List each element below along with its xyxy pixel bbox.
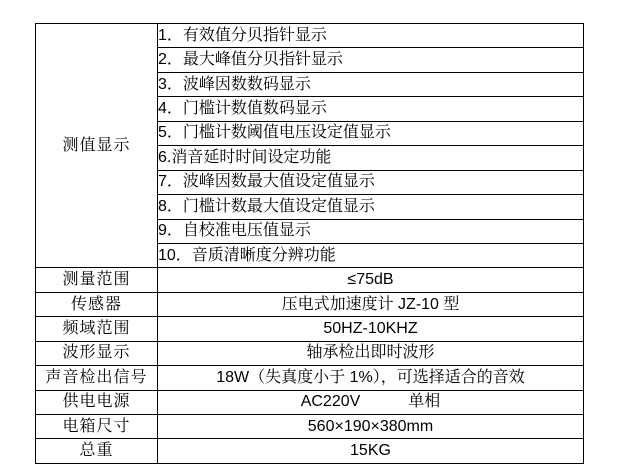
measurement-item: 4．门槛计数值数码显示: [158, 97, 584, 121]
table-row: [36, 268, 584, 292]
measurement-item: 5．门槛计数阈值电压设定值显示: [158, 121, 584, 145]
spec-row-label: 波形显示: [36, 341, 158, 365]
spec-row-value: 50HZ-10KHZ: [158, 317, 584, 341]
measurement-item: 8．门槛计数最大值设定值显示: [158, 195, 584, 219]
spec-row-label: 频域范围: [36, 317, 158, 341]
spec-row-value: 560×190×380mm: [158, 415, 584, 439]
spec-row-label: 声音检出信号: [36, 366, 158, 390]
table-row: [36, 292, 584, 316]
measured-value-display-label: 测值显示: [36, 24, 158, 268]
spec-row-label: 总重: [36, 439, 158, 464]
table-row: [36, 390, 584, 414]
spec-row-value: ≤75dB: [158, 268, 584, 292]
measurement-item: 3．波峰因数数码显示: [158, 72, 584, 96]
table-row: [36, 439, 584, 464]
spec-row-value: 轴承检出即时波形: [158, 341, 584, 365]
measurement-item: 9．自校准电压值显示: [158, 219, 584, 243]
table-row: [36, 366, 584, 390]
spec-row-label: 电箱尺寸: [36, 415, 158, 439]
measurement-item: 7．波峰因数最大值设定值显示: [158, 170, 584, 194]
spec-row-value: AC220V 单相: [158, 390, 584, 414]
table-row: [36, 341, 584, 365]
measurement-item: 10．音质清晰度分辨功能: [158, 243, 584, 267]
spec-row-label: 供电电源: [36, 390, 158, 414]
spec-row-value: 压电式加速度计 JZ-10 型: [158, 292, 584, 316]
measurement-item: 2．最大峰值分贝指针显示: [158, 48, 584, 72]
table-row: [36, 415, 584, 439]
spec-table: [35, 23, 584, 464]
spec-row-label: 测量范围: [36, 268, 158, 292]
measurement-item: 6.消音延时时间设定功能: [158, 146, 584, 170]
table-row: [36, 24, 584, 48]
spec-row-value: 15KG: [158, 439, 584, 464]
measurement-item: 1．有效值分贝指针显示: [158, 24, 584, 48]
spec-row-value-highlighted: 18W（失真度小于 1%），可选择适合的音效: [158, 366, 584, 390]
table-row: [36, 317, 584, 341]
spec-row-label: 传感器: [36, 292, 158, 316]
